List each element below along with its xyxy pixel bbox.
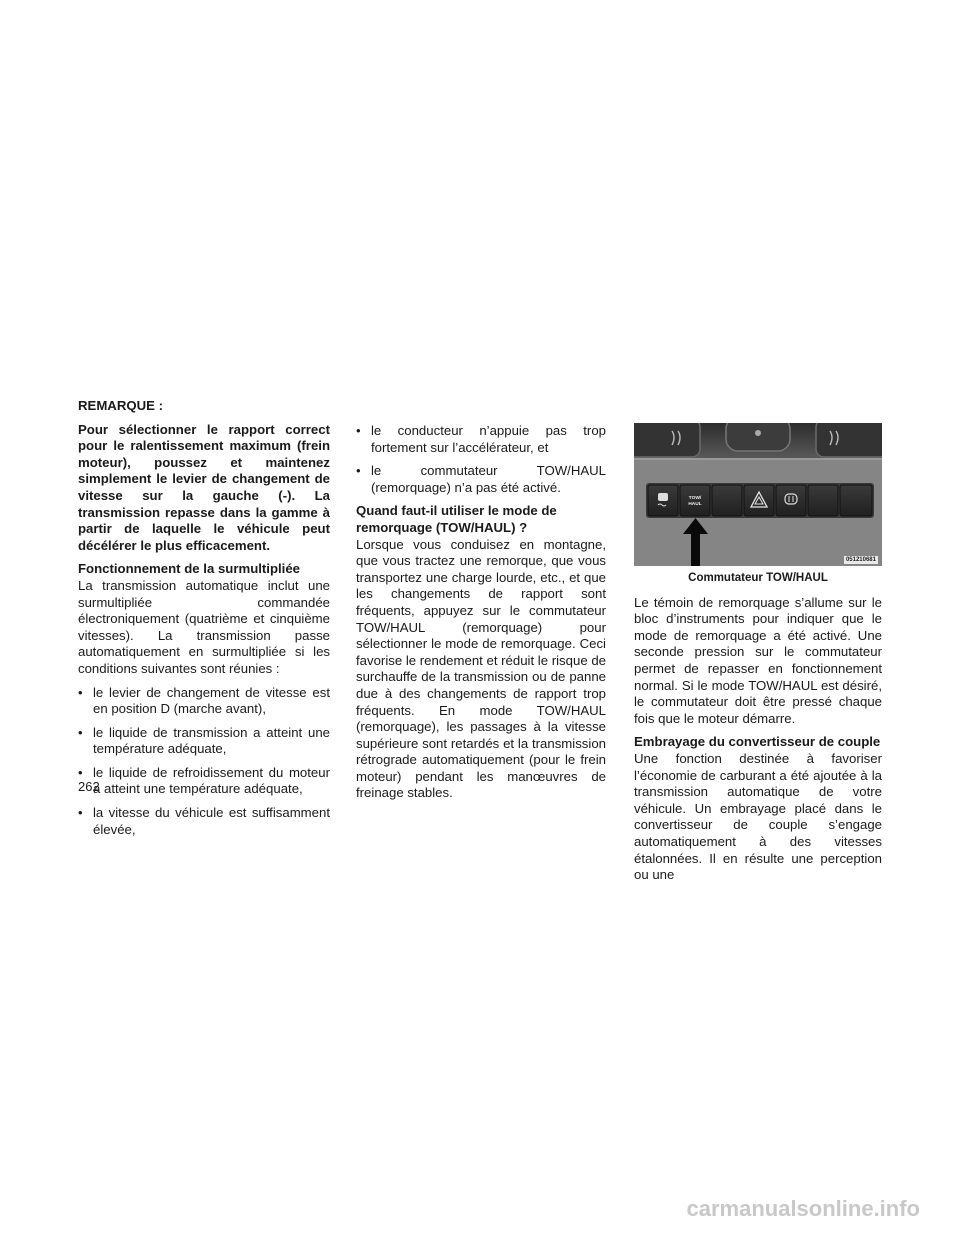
list-item: • le levier de changement de vitesse est en position D (marche avant),	[78, 684, 330, 717]
seat-heater-right-recess	[816, 423, 882, 457]
section-text-torque-converter: Une fonction destinée à favoriser l’économie de carburant a été ajoutée à la transmission automatique de votre véhicule. Un embrayage placé dans le convertisseur de couple s’engage automatiquement à des vitesses étalonnées. Il en résulte une perception ou une	[634, 750, 882, 883]
bullet-icon: •	[356, 463, 361, 479]
blank-button-2	[808, 485, 838, 516]
section-heading-torque-converter: Embrayage du convertisseur de couple	[634, 734, 881, 750]
column-1	[78, 398, 330, 845]
note-text: Pour sélectionner le rapport correct pour le ralentissement maximum (frein moteur), poussez et maintenez simplement le levier de changement de vitesse sur la gauche (-). La transmission repasse dans la gamme à partir de laquelle le véhicule peut décélérer le plus efficacement.	[78, 421, 330, 553]
column-2	[356, 423, 606, 809]
blank-button-1	[712, 485, 742, 516]
bullet-icon: •	[78, 684, 83, 700]
seat-heater-left-recess	[634, 423, 700, 457]
section-text-tow-haul: Lorsque vous conduisez en montagne, que vous tractez une remorque, que vous transportez une charge lourde, etc., et que les changements de rapport sont fréquents, appuyez sur le commutateur TOW/HAUL (remorquage) pour sélectionner le mode de remorquage. Ceci favorise le rendement et réduit le risque de surchauffe de la transmission ou de panne due à des changements de rapport trop fréquents. En mode TOW/HAUL (remorquage), les passages à la vitesse supérieure sont retardés et la transmission rétrograde automatiquement (pour le frein moteur) pendant les manœuvres de freinage stables.	[356, 536, 606, 801]
center-knob-dot	[755, 430, 761, 436]
watermark: carmanualsonline.info	[686, 1196, 920, 1221]
list-item: • le liquide de transmission a atteint une température adéquate,	[78, 724, 330, 757]
section-heading-overdrive: Fonctionnement de la surmultipliée	[78, 561, 301, 577]
overdrive-conditions-list-continued	[356, 423, 606, 496]
section-heading-tow-haul: Quand faut-il utiliser le mode de remorquage (TOW/HAUL) ?	[356, 503, 557, 535]
overdrive-conditions-list	[78, 685, 330, 839]
column-3	[634, 423, 882, 891]
hazard-button	[744, 485, 774, 516]
figure-caption: Commutateur TOW/HAUL	[688, 572, 828, 584]
tow-haul-button-label-1: TOW/	[688, 496, 702, 501]
list-item: • le conducteur n’appuie pas trop fortement sur l’accélérateur, et	[356, 423, 606, 455]
section-text-overdrive: La transmission automatique inclut une surmultipliée commandée électroniquement (quatrième et cinquième vitesses). La transmission passe automatiquement en surmultipliée si les conditions suivantes sont réunies :	[78, 577, 330, 676]
tow-haul-button-label-2: HAUL	[688, 502, 702, 507]
figure-code: 051210681	[845, 557, 876, 563]
bullet-icon: •	[78, 805, 83, 821]
dashboard-panel-illustration	[634, 423, 882, 566]
list-item: • le liquide de refroidissement du moteur a atteint une température adéquate,	[78, 764, 330, 797]
park-assist-button	[776, 485, 806, 516]
page-number: 262	[78, 779, 100, 794]
bullet-icon: •	[356, 423, 361, 438]
bullet-icon: •	[78, 724, 83, 740]
list-item: • la vitesse du véhicule est suffisamment élevée,	[78, 805, 330, 837]
tow-haul-switch-figure	[634, 423, 882, 566]
center-knob-recess	[726, 423, 790, 451]
list-item: • le commutateur TOW/HAUL (remorquage) n’a pas été activé.	[356, 463, 606, 495]
tow-haul-indicator-text: Le témoin de remorquage s’allume sur le bloc d’instruments pour indiquer que le mode de remorquage a été activé. Une seconde pression sur le commutateur permet de repasser en fonctionnement normal. Si le mode TOW/HAUL est désiré, le commutateur doit être pressé chaque fois que le moteur démarre.	[634, 594, 882, 726]
bullet-icon: •	[78, 764, 83, 780]
note-label: REMARQUE :	[78, 398, 163, 413]
blank-button-3	[840, 485, 872, 516]
switch-buttons	[648, 485, 872, 516]
